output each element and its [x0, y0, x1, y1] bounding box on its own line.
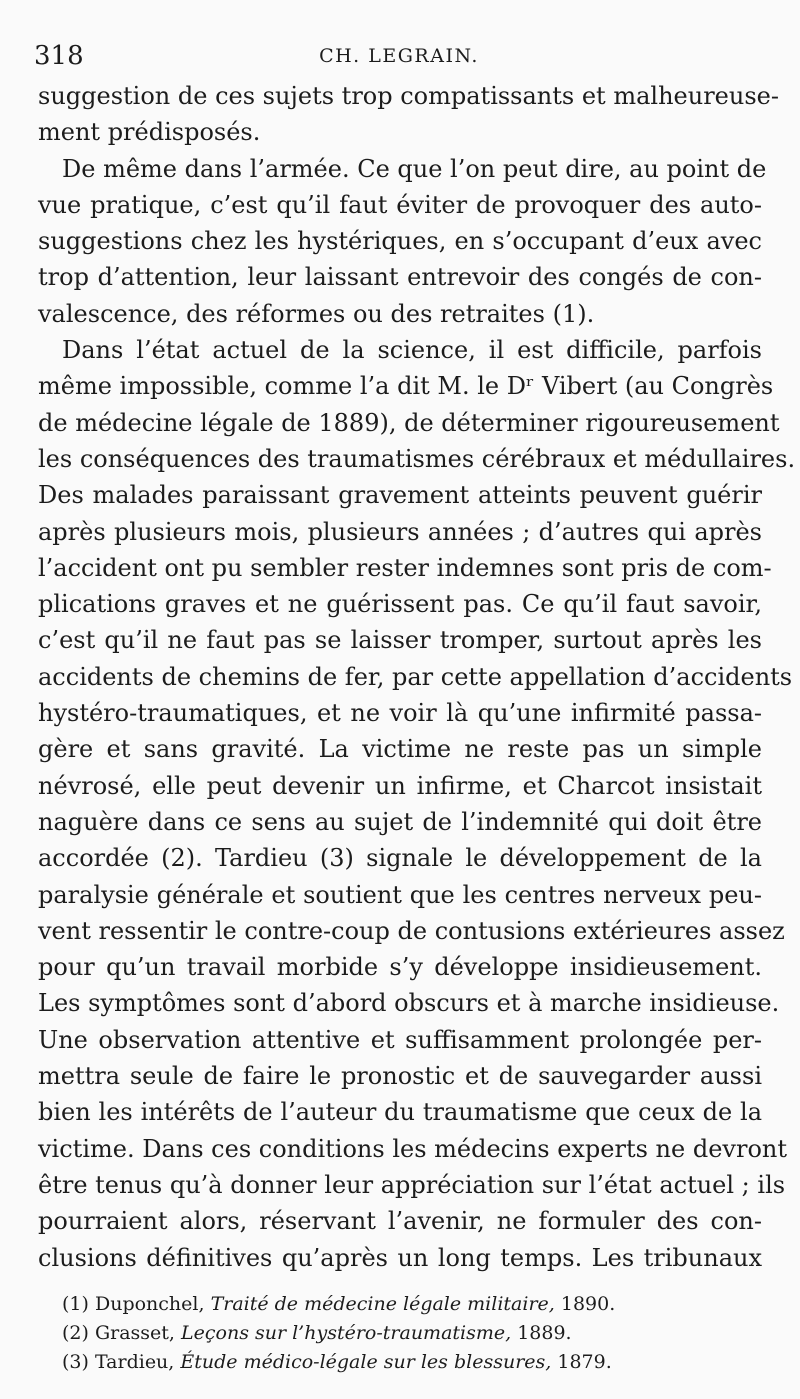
footnote-author: Tardieu, — [94, 1351, 175, 1373]
text-line: névrosé, elle peut devenir un infirme, et Charcot insistait — [38, 771, 762, 800]
text-line: suggestions chez les hystériques, en s’occupant d’eux avec — [38, 227, 762, 256]
text-line: victime. Dans ces conditions les médecins experts ne devront — [38, 1134, 787, 1163]
footnote-author: Duponchel, — [94, 1293, 205, 1315]
text-line: paralysie générale et soutient que les centres nerveux peu- — [38, 880, 762, 909]
footnote-marker: (1) — [62, 1293, 89, 1315]
footnotes — [62, 1290, 762, 1377]
text-line: les conséquences des traumatismes cérébraux et médullaires. — [38, 444, 796, 473]
footnote-year: 1889. — [517, 1322, 572, 1344]
text-line: Les symptômes sont d’abord obscurs et à marche insidieuse. — [38, 989, 780, 1018]
text-line: clusions définitives qu’après un long temps. Les tribunaux — [38, 1243, 762, 1272]
text-line: après plusieurs mois, plusieurs années ; d’autres qui après — [38, 517, 762, 546]
text-line: pourraient alors, réservant l’avenir, ne formuler des con- — [38, 1207, 762, 1236]
text-line: Une observation attentive et suffisamment prolongée per- — [38, 1025, 762, 1054]
text-line: gère et sans gravité. La victime ne reste pas un simple — [38, 735, 762, 764]
text-line: valescence, des réformes ou des retraites (1). — [38, 299, 595, 328]
text-line: Des malades paraissant gravement atteints peuvent guérir — [38, 481, 762, 510]
text-line: trop d’attention, leur laissant entrevoir des congés de con- — [38, 263, 762, 292]
text-line: mettra seule de faire le pronostic et de sauvegarder aussi — [38, 1062, 762, 1091]
page-number: 318 — [34, 41, 84, 71]
text-line: même impossible, comme l’a dit M. le Dʳ Vibert (au Congrès — [38, 372, 774, 401]
text-line: pour qu’un travail morbide s’y développe insidieusement. — [38, 953, 762, 982]
footnote — [62, 1319, 762, 1348]
footnote-year: 1879. — [557, 1351, 612, 1373]
text-line: être tenus qu’à donner leur appréciation sur l’état actuel ; ils — [38, 1170, 786, 1199]
footnote-marker: (3) — [62, 1351, 89, 1373]
running-head: CH. LEGRAIN. — [319, 45, 479, 67]
text-line: ment prédisposés. — [38, 118, 261, 147]
text-line: vue pratique, c’est qu’il faut éviter de provoquer des auto- — [38, 190, 762, 219]
text-line: bien les intérêts de l’auteur du traumatisme que ceux de la — [38, 1098, 762, 1127]
text-line: c’est qu’il ne faut pas se laisser tromper, surtout après les — [38, 626, 762, 655]
body-text — [38, 78, 796, 1276]
footnote — [62, 1348, 762, 1377]
text-line: accordée (2). Tardieu (3) signale le développement de la — [38, 844, 762, 873]
footnote-title: Étude médico-légale sur les blessures, — [180, 1351, 552, 1373]
footnote-marker: (2) — [62, 1322, 89, 1344]
footnote-title: Leçons sur l’hystéro-traumatisme, — [181, 1322, 512, 1344]
footnote-year: 1890. — [560, 1293, 616, 1315]
text-line: naguère dans ce sens au sujet de l’indemnité qui doit être — [38, 807, 762, 836]
footnote-title: Traité de médecine légale militaire, — [210, 1293, 555, 1315]
text-line: suggestion de ces sujets trop compatissants et malheureuse- — [38, 82, 779, 110]
text-line: Dans l’état actuel de la science, il est difficile, parfois — [62, 336, 762, 365]
page-header — [34, 36, 764, 76]
footnote — [62, 1290, 762, 1319]
footnote-author: Grasset, — [94, 1322, 175, 1344]
text-line: accidents de chemins de fer, par cette appellation d’accidents — [38, 662, 793, 691]
text-line: vent ressentir le contre-coup de contusions extérieures assez — [38, 916, 785, 945]
text-line: hystéro-traumatiques, et ne voir là qu’une infirmité passa- — [38, 699, 762, 728]
text-line: de médecine légale de 1889), de déterminer rigoureusement — [38, 408, 780, 437]
text-line: plications graves et ne guérissent pas. Ce qu’il faut savoir, — [38, 590, 762, 619]
text-line: l’accident ont pu sembler rester indemnes sont pris de com- — [38, 553, 772, 582]
text-line: De même dans l’armée. Ce que l’on peut dire, au point de — [62, 154, 767, 183]
